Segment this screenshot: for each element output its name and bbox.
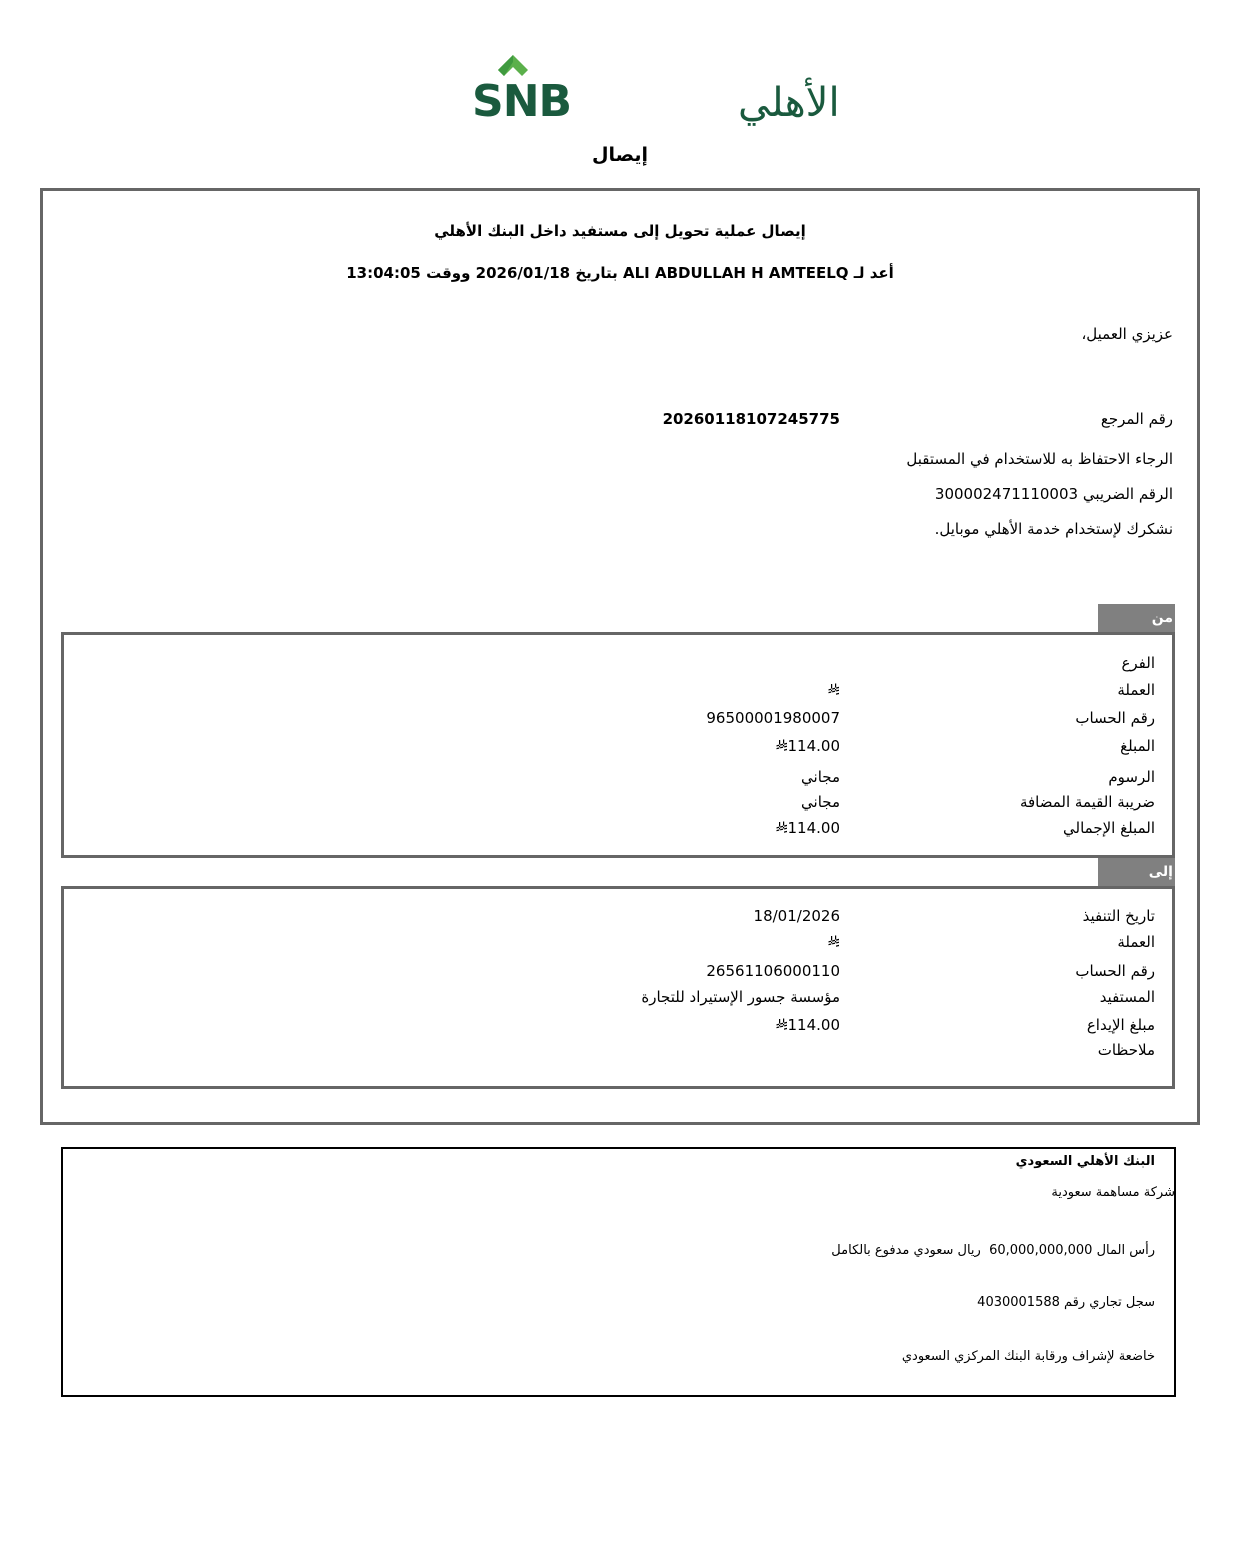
value-text: 114.00 (787, 737, 840, 755)
to-row-value (706, 962, 840, 980)
value-text: 114.00 (787, 1016, 840, 1034)
prepared-for-line: أعد لـ ALI ABDULLAH H AMTEELQ بتاريخ 2026/01/18 ووقت 13:04:05 (346, 264, 894, 282)
greeting: عزيزي العميل، (1081, 325, 1173, 343)
to-row-value (828, 933, 840, 951)
to-row-label: ملاحظات (1097, 1041, 1155, 1059)
saudi-riyal-icon (776, 739, 788, 752)
from-row-label: ضريبة القيمة المضافة (1019, 793, 1155, 811)
value-text: مؤسسة جسور الإستيراد للتجارة (641, 988, 840, 1006)
reference-number: 20260118107245775 (662, 410, 840, 428)
to-row-value (776, 1016, 841, 1034)
from-row-label: العملة (1117, 681, 1155, 699)
saudi-riyal-icon (828, 683, 840, 696)
to-section-box (61, 886, 1175, 1089)
to-section-tab: إلى (1098, 858, 1175, 888)
to-row-label: مبلغ الإيداع (1086, 1016, 1155, 1034)
to-row-label: تاريخ التنفيذ (1082, 907, 1155, 925)
note-thanks: نشكرك لإستخدام خدمة الأهلي موبايل. (934, 520, 1173, 538)
saudi-riyal-icon (828, 935, 840, 948)
from-row-label: الفرع (1121, 654, 1155, 672)
value-text: مجاني (801, 768, 840, 786)
to-row-value (641, 988, 840, 1006)
snb-logo-mark (460, 50, 840, 127)
footer-supervision: خاضعة لإشراف ورقابة البنك المركزي السعودي (901, 1349, 1155, 1364)
value-text: 26561106000110 (706, 962, 840, 980)
value-text: 18/01/2026 (753, 907, 840, 925)
from-row-value (706, 709, 840, 727)
footer-bank-name: البنك الأهلي السعودي (1015, 1154, 1155, 1169)
svg-text:الأهلي: الأهلي (738, 80, 840, 126)
from-row-label: المبلغ الإجمالي (1063, 819, 1155, 837)
value-text: 114.00 (787, 819, 840, 837)
footer-commercial-register: سجل تجاري رقم 4030001588 (977, 1295, 1155, 1310)
to-row-value (754, 907, 840, 925)
svg-text:SNB: SNB (472, 76, 572, 127)
saudi-riyal-icon (776, 821, 788, 834)
footer-company-type: شركة مساهمة سعودية (1051, 1185, 1175, 1200)
from-section-box (61, 632, 1175, 858)
note-keep: الرجاء الاحتفاظ به للاستخدام في المستقبل (906, 450, 1173, 468)
value-text: 96500001980007 (706, 709, 840, 727)
from-row-label: الرسوم (1108, 768, 1155, 786)
from-row-value (828, 681, 840, 699)
reference-label: رقم المرجع (1100, 410, 1173, 428)
to-row-label: رقم الحساب (1075, 962, 1155, 980)
from-row-value (776, 737, 841, 755)
footer-capital: رأس المال 60,000,000,000 ريال سعودي مدفوع بالكامل (831, 1243, 1155, 1258)
from-row-value (801, 768, 840, 786)
from-section-tab: من (1098, 604, 1175, 634)
receipt-heading: إيصال عملية تحويل إلى مستفيد داخل البنك الأهلي (434, 222, 806, 240)
from-row-label: المبلغ (1120, 737, 1155, 755)
to-row-label: المستفيد (1099, 988, 1155, 1006)
note-tax-number: الرقم الضريبي 300002471110003 (934, 485, 1173, 503)
from-row-value (776, 819, 841, 837)
document-title: إيصال (592, 144, 648, 166)
from-row-value (801, 793, 840, 811)
saudi-riyal-icon (776, 1018, 788, 1031)
value-text: مجاني (801, 793, 840, 811)
snb-logo (460, 50, 840, 127)
from-row-label: رقم الحساب (1075, 709, 1155, 727)
to-row-label: العملة (1117, 933, 1155, 951)
